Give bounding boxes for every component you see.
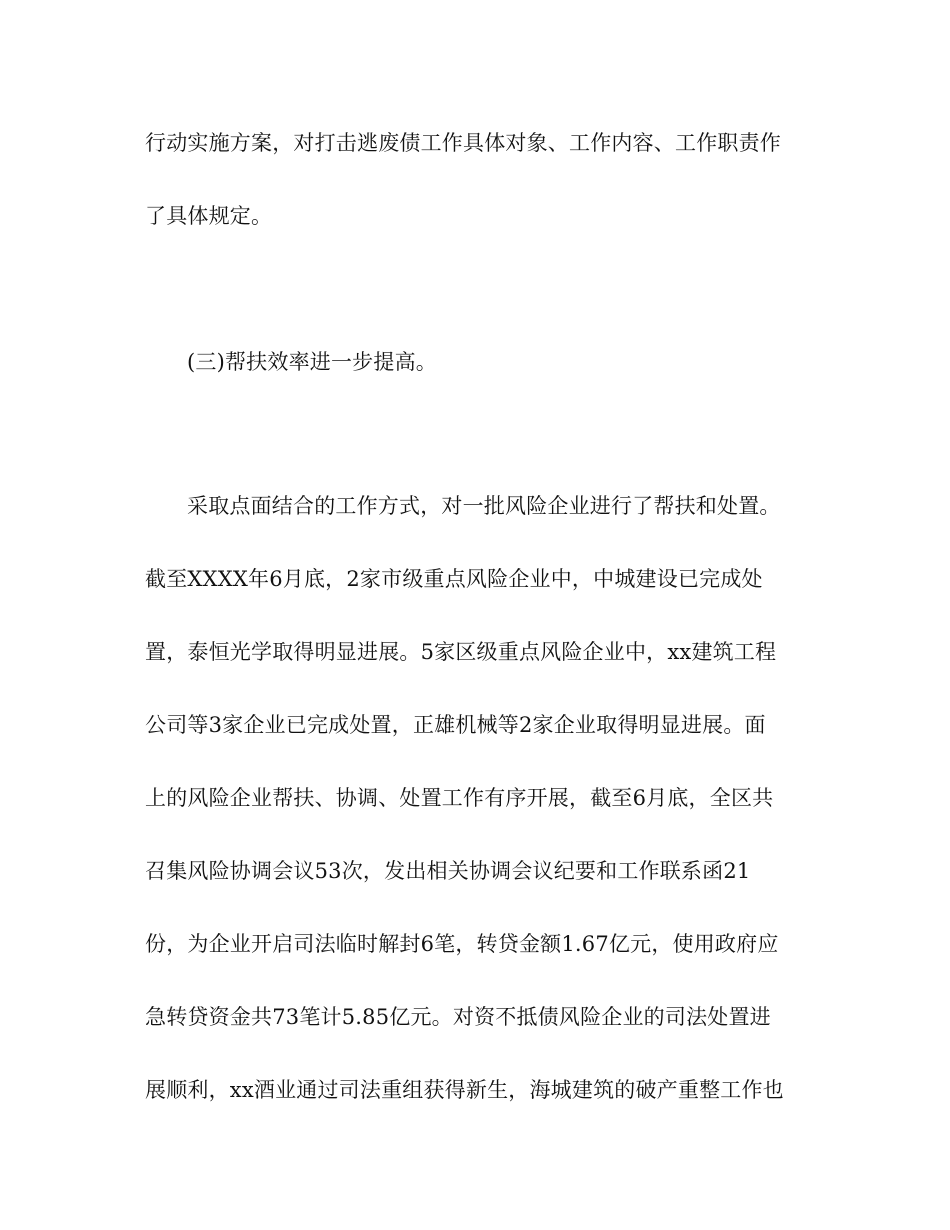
paragraph-line: 召集风险协调会议53次，发出相关协调会议纪要和工作联系函21 bbox=[145, 859, 751, 883]
section-heading: (三)帮扶效率进一步提高。 bbox=[187, 350, 437, 374]
paragraph-line: 份，为企业开启司法临时解封6笔，转贷金额1.67亿元，使用政府应 bbox=[145, 932, 779, 956]
paragraph-line: 采取点面结合的工作方式，对一批风险企业进行了帮扶和处置。 bbox=[187, 494, 781, 518]
paragraph-line: 置，泰恒光学取得明显进展。5家区级重点风险企业中，xx建筑工程 bbox=[145, 640, 777, 664]
paragraph-line: 展顺利，xx酒业通过司法重组获得新生，海城建筑的破产重整工作也 bbox=[145, 1078, 784, 1102]
paragraph-line: 上的风险企业帮扶、协调、处置工作有序开展，截至6月底，全区共 bbox=[145, 786, 774, 810]
paragraph-line: 急转贷资金共73笔计5.85亿元。对资不抵债风险企业的司法处置进 bbox=[145, 1005, 771, 1029]
paragraph-line: 行动实施方案，对打击逃废债工作具体对象、工作内容、工作职责作 bbox=[145, 131, 781, 155]
paragraph-line: 公司等3家企业已完成处置，正雄机械等2家企业取得明显进展。面 bbox=[145, 713, 766, 737]
paragraph-line: 截至XXXX年6月底，2家市级重点风险企业中，中城建设已完成处 bbox=[145, 567, 763, 591]
paragraph-line: 了具体规定。 bbox=[145, 204, 273, 228]
